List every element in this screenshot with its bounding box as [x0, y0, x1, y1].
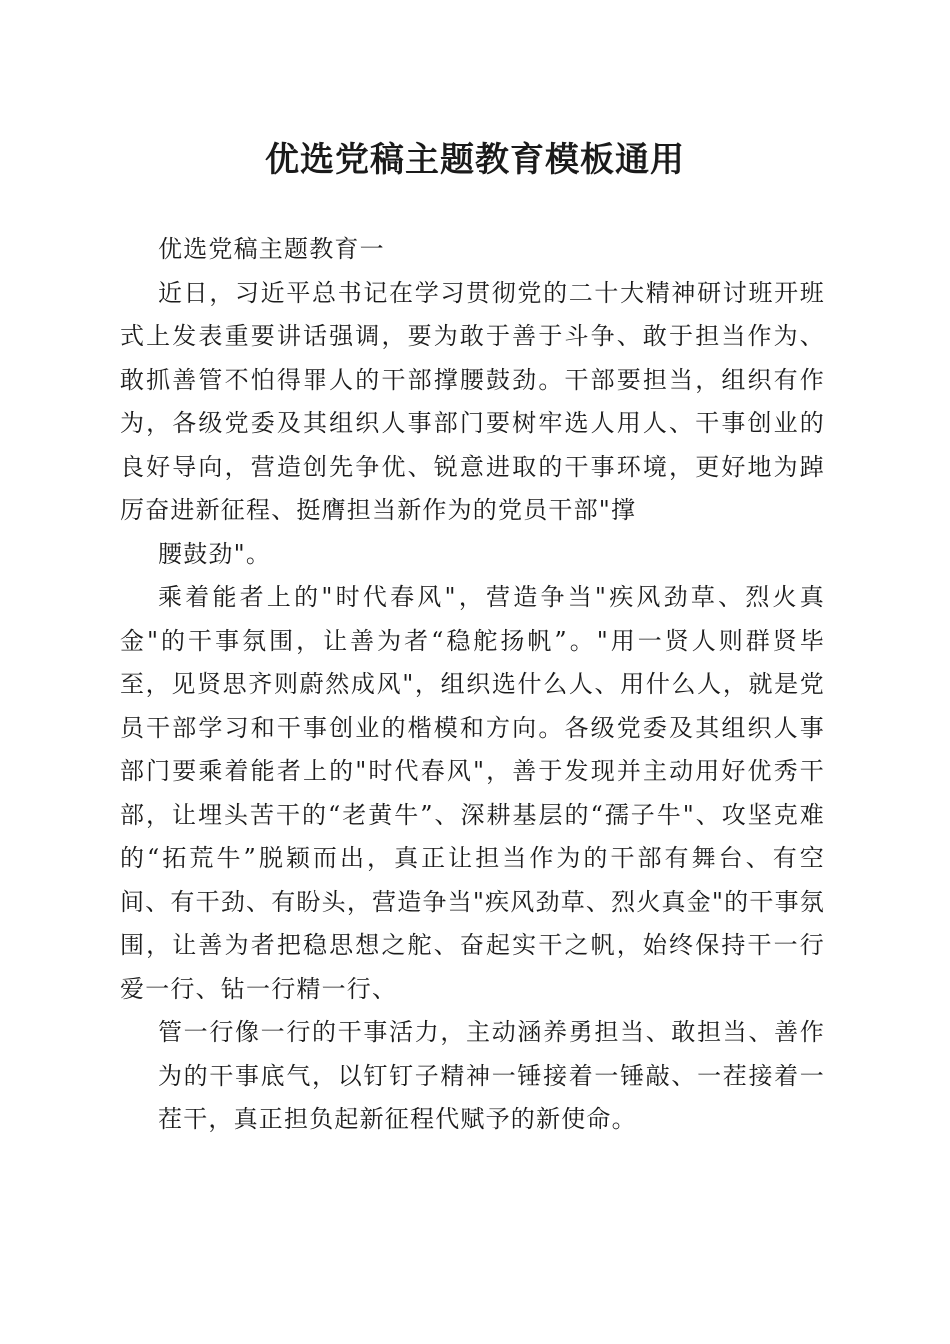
paragraph: 管一行像一行的干事活力，主动涵养勇担当、敢担当、善作为的干事底气，以钉钉子精神一锤接着一锤敲、一茬接着一茬干，真正担负起新征程代赋予的新使命。: [158, 1018, 825, 1133]
paragraph: 近日，习近平总书记在学习贯彻党的二十大精神研讨班开班式上发表重要讲话强调，要为敢于善于斗争、敢于担当作为、敢抓善管不怕得罪人的干部撑腰鼓劲。干部要担当，组织有作为，各级党委及其组织人事部门要树牢选人用人、干事创业的良好导向，营造创先争优、锐意进取的干事环境，更好地为踔厉奋进新征程、挺膺担当新作为的党员干部"撑: [120, 278, 825, 524]
section-heading: 优选党稿主题教育一: [158, 235, 385, 263]
document-title: 优选党稿主题教育模板通用: [265, 140, 685, 180]
paragraph: 腰鼓劲"。: [158, 539, 272, 568]
paragraph: 乘着能者上的"时代春风"，营造争当"疾风劲草、烈火真金"的干事氛围，让善为者“稳舵扬帆”。"用一贤人则群贤毕至，见贤思齐则蔚然成风"，组织选什么人、用什么人，就是党员干部学习和干事创业的楷模和方向。各级党委及其组织人事部门要乘着能者上的"时代春风"，善于发现并主动用好优秀干部，让埋头苦干的“老黄牛”、深耕基层的“孺子牛"、攻坚克难的“拓荒牛”脱颖而出，真正让担当作为的干部有舞台、有空间、有干劲、有盼头，营造争当"疾风劲草、烈火真金"的干事氛围，让善为者把稳思想之舵、奋起实干之帆，始终保持干一行爱一行、钻一行精一行、: [120, 583, 825, 1003]
document-body: [120, 228, 825, 1142]
